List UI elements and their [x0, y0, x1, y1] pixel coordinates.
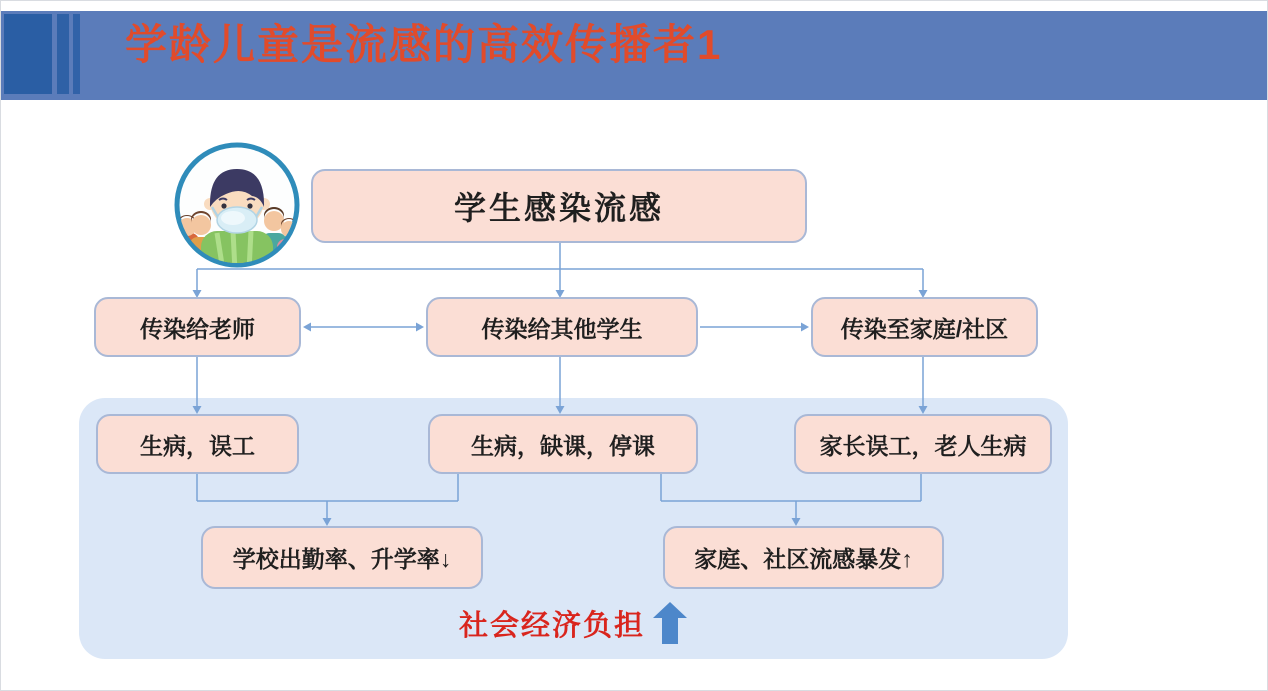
- header-accent-block: [4, 14, 52, 94]
- burden-text: 社会经济负担: [459, 609, 646, 642]
- header-accent-stripe: [73, 14, 80, 94]
- socioeconomic-burden-label: [459, 602, 687, 644]
- node-infect-family-community: 传染至家庭/社区: [811, 297, 1038, 357]
- node-community-outbreak-up: 家庭、社区流感暴发↑: [663, 526, 944, 589]
- node-sick-missed-work: 生病，误工: [96, 414, 299, 474]
- node-student-infected: 学生感染流感: [311, 169, 807, 243]
- header-accent-stripe: [57, 14, 69, 94]
- masked-child-avatar-icon: [173, 141, 301, 269]
- node-infect-other-students: 传染给其他学生: [426, 297, 698, 357]
- node-school-attendance-down: 学校出勤率、升学率↓: [201, 526, 483, 589]
- node-parents-elderly-sick: 家长误工，老人生病: [794, 414, 1052, 474]
- node-sick-absence-suspension: 生病，缺课，停课: [428, 414, 698, 474]
- page-title: 学龄儿童是流感的高效传播者1: [125, 21, 723, 68]
- node-infect-teachers: 传染给老师: [94, 297, 301, 357]
- up-arrow-icon: [653, 602, 687, 644]
